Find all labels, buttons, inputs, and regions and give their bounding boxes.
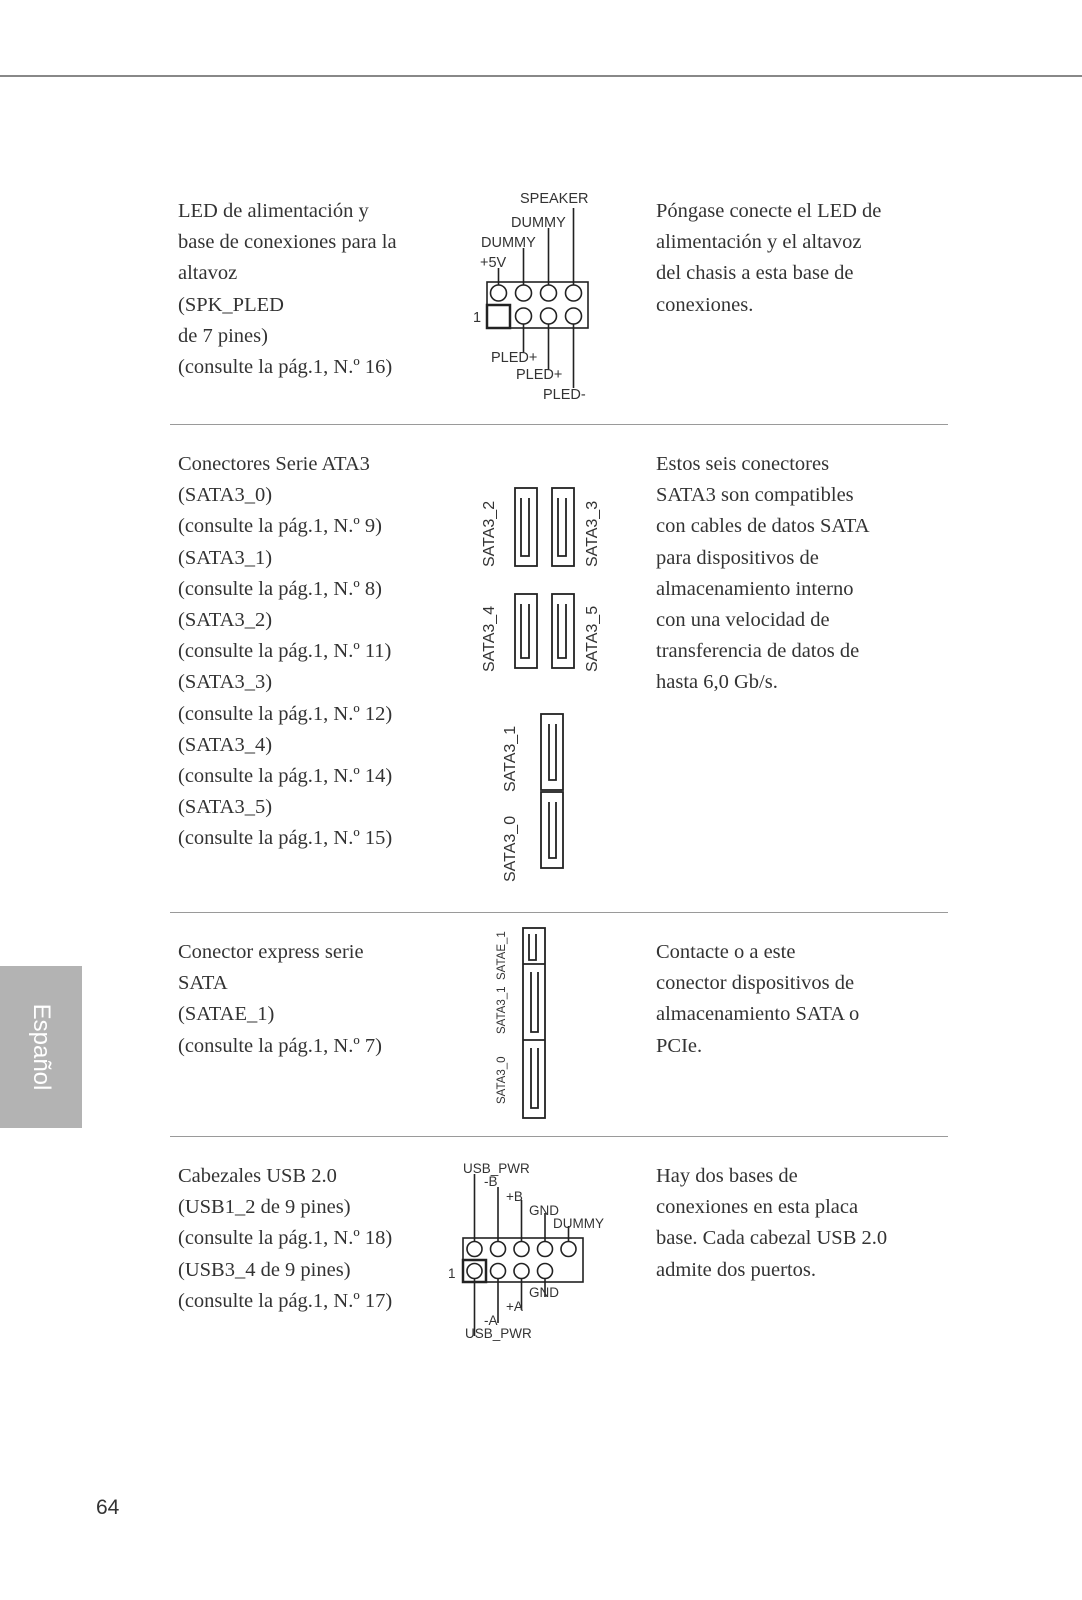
spk-pled-description <box>178 196 438 383</box>
text-line: conexiones en esta placa <box>656 1196 859 1219</box>
spk-pled-explanation <box>656 196 916 321</box>
text-line: del chasis a esta base de <box>656 262 854 285</box>
pled-minus-label: PLED- <box>543 387 586 403</box>
sata3-description <box>178 449 438 855</box>
dummy-label: DUMMY <box>481 235 536 251</box>
text-line: con cables de datos SATA <box>656 515 870 538</box>
text-line: (consulte la pág.1, N.º 11) <box>178 640 392 663</box>
text-line: (SATA3_4) <box>178 733 273 756</box>
language-label: Español <box>28 1003 55 1091</box>
text-line: (SATA3_2) <box>178 609 273 632</box>
pled-plus-label: PLED+ <box>491 350 538 366</box>
text-line: altavoz <box>178 262 238 285</box>
text-line: (consulte la pág.1, N.º 12) <box>178 702 393 725</box>
text-line: PCIe. <box>656 1034 703 1057</box>
text-line: (consulte la pág.1, N.º 17) <box>178 1289 393 1312</box>
text-line: para dispositivos de <box>656 546 819 569</box>
gnd-label: GND <box>529 1285 559 1300</box>
sata3-1-label: SATA3_1 <box>502 725 519 792</box>
pin-1-label: 1 <box>473 310 482 326</box>
section-divider <box>170 424 948 425</box>
text-line: admite dos puertos. <box>656 1258 816 1281</box>
dummy-label: DUMMY <box>553 1216 604 1231</box>
minus-b-label: -B <box>484 1174 498 1189</box>
text-line: (SATA3_5) <box>178 796 273 819</box>
minus-a-label: -A <box>484 1313 498 1328</box>
section-divider <box>170 912 948 913</box>
text-line: base de conexiones para la <box>178 231 397 254</box>
pled-plus-label: PLED+ <box>516 367 563 383</box>
language-side-tab <box>0 966 82 1128</box>
gnd-label: GND <box>529 1203 559 1218</box>
text-line: Contacte o a este <box>656 941 796 963</box>
usb2-description <box>178 1161 438 1317</box>
text-line: conector dispositivos de <box>656 972 855 995</box>
text-line: (SATA3_3) <box>178 671 273 694</box>
plus-a-label: +A <box>506 1299 523 1314</box>
sata3-0-label: SATA3_0 <box>496 1056 508 1104</box>
satae-explanation <box>656 937 916 1062</box>
text-line: SATA <box>178 972 228 995</box>
speaker-label: SPEAKER <box>520 191 589 207</box>
text-line: Cabezales USB 2.0 <box>178 1165 337 1187</box>
text-line: Conectores Serie ATA3 <box>178 453 370 475</box>
top-rule <box>0 75 1082 77</box>
text-line: almacenamiento SATA o <box>656 1003 860 1026</box>
sata3-0-label: SATA3_0 <box>502 815 519 882</box>
sata3-4-label: SATA3_4 <box>481 605 498 672</box>
text-line: con una velocidad de <box>656 609 830 632</box>
text-line: (SATAE_1) <box>178 1003 275 1026</box>
usb2-explanation <box>656 1161 916 1286</box>
sata3-connectors-diagram <box>470 470 630 890</box>
section-divider <box>170 1136 948 1137</box>
sata3-explanation <box>656 449 916 699</box>
satae-description <box>178 937 438 1062</box>
text-line: (USB1_2 de 9 pines) <box>178 1196 351 1219</box>
text-line: LED de alimentación y <box>178 200 369 222</box>
satae-connector-diagram <box>486 922 566 1122</box>
text-line: (consulte la pág.1, N.º 9) <box>178 515 382 538</box>
usb-pwr-label: USB_PWR <box>463 1161 530 1176</box>
text-line: (consulte la pág.1, N.º 7) <box>178 1034 382 1057</box>
text-line: base. Cada cabezal USB 2.0 <box>656 1227 888 1250</box>
text-line: SATA3 son compatibles <box>656 484 854 507</box>
text-line: (consulte la pág.1, N.º 14) <box>178 765 393 788</box>
page-number: 64 <box>96 1496 120 1519</box>
text-line: almacenamiento interno <box>656 577 854 600</box>
spk-pled-header-diagram <box>460 188 620 410</box>
sata3-3-label: SATA3_3 <box>584 500 601 567</box>
text-line: de 7 pines) <box>178 324 268 347</box>
plus-b-label: +B <box>506 1189 523 1204</box>
sata3-5-label: SATA3_5 <box>584 605 601 672</box>
text-line: Hay dos bases de <box>656 1165 798 1187</box>
text-line: alimentación y el altavoz <box>656 231 862 254</box>
text-line: (USB3_4 de 9 pines) <box>178 1258 351 1281</box>
usb-pwr-label: USB_PWR <box>465 1326 532 1341</box>
text-line: transferencia de datos de <box>656 640 860 663</box>
text-line: conexiones. <box>656 293 754 316</box>
usb2-header-diagram <box>440 1160 630 1350</box>
text-line: Póngase conecte el LED de <box>656 200 882 222</box>
sata3-2-label: SATA3_2 <box>481 500 498 567</box>
dummy-label: DUMMY <box>511 215 566 231</box>
text-line: hasta 6,0 Gb/s. <box>656 671 778 694</box>
text-line: Estos seis conectores <box>656 453 830 475</box>
text-line: (SATA3_1) <box>178 546 273 569</box>
plus-5v-label: +5V <box>480 255 507 271</box>
text-line: Conector express serie <box>178 941 364 963</box>
text-line: (consulte la pág.1, N.º 8) <box>178 577 382 600</box>
text-line: (SPK_PLED <box>178 293 284 316</box>
sata3-1-label: SATA3_1 <box>496 986 508 1034</box>
pin-1-label: 1 <box>448 1266 456 1281</box>
text-line: (SATA3_0) <box>178 484 273 507</box>
text-line: (consulte la pág.1, N.º 16) <box>178 356 393 379</box>
satae-1-label: SATAE_1 <box>496 931 508 980</box>
text-line: (consulte la pág.1, N.º 18) <box>178 1227 393 1250</box>
text-line: (consulte la pág.1, N.º 15) <box>178 827 393 850</box>
